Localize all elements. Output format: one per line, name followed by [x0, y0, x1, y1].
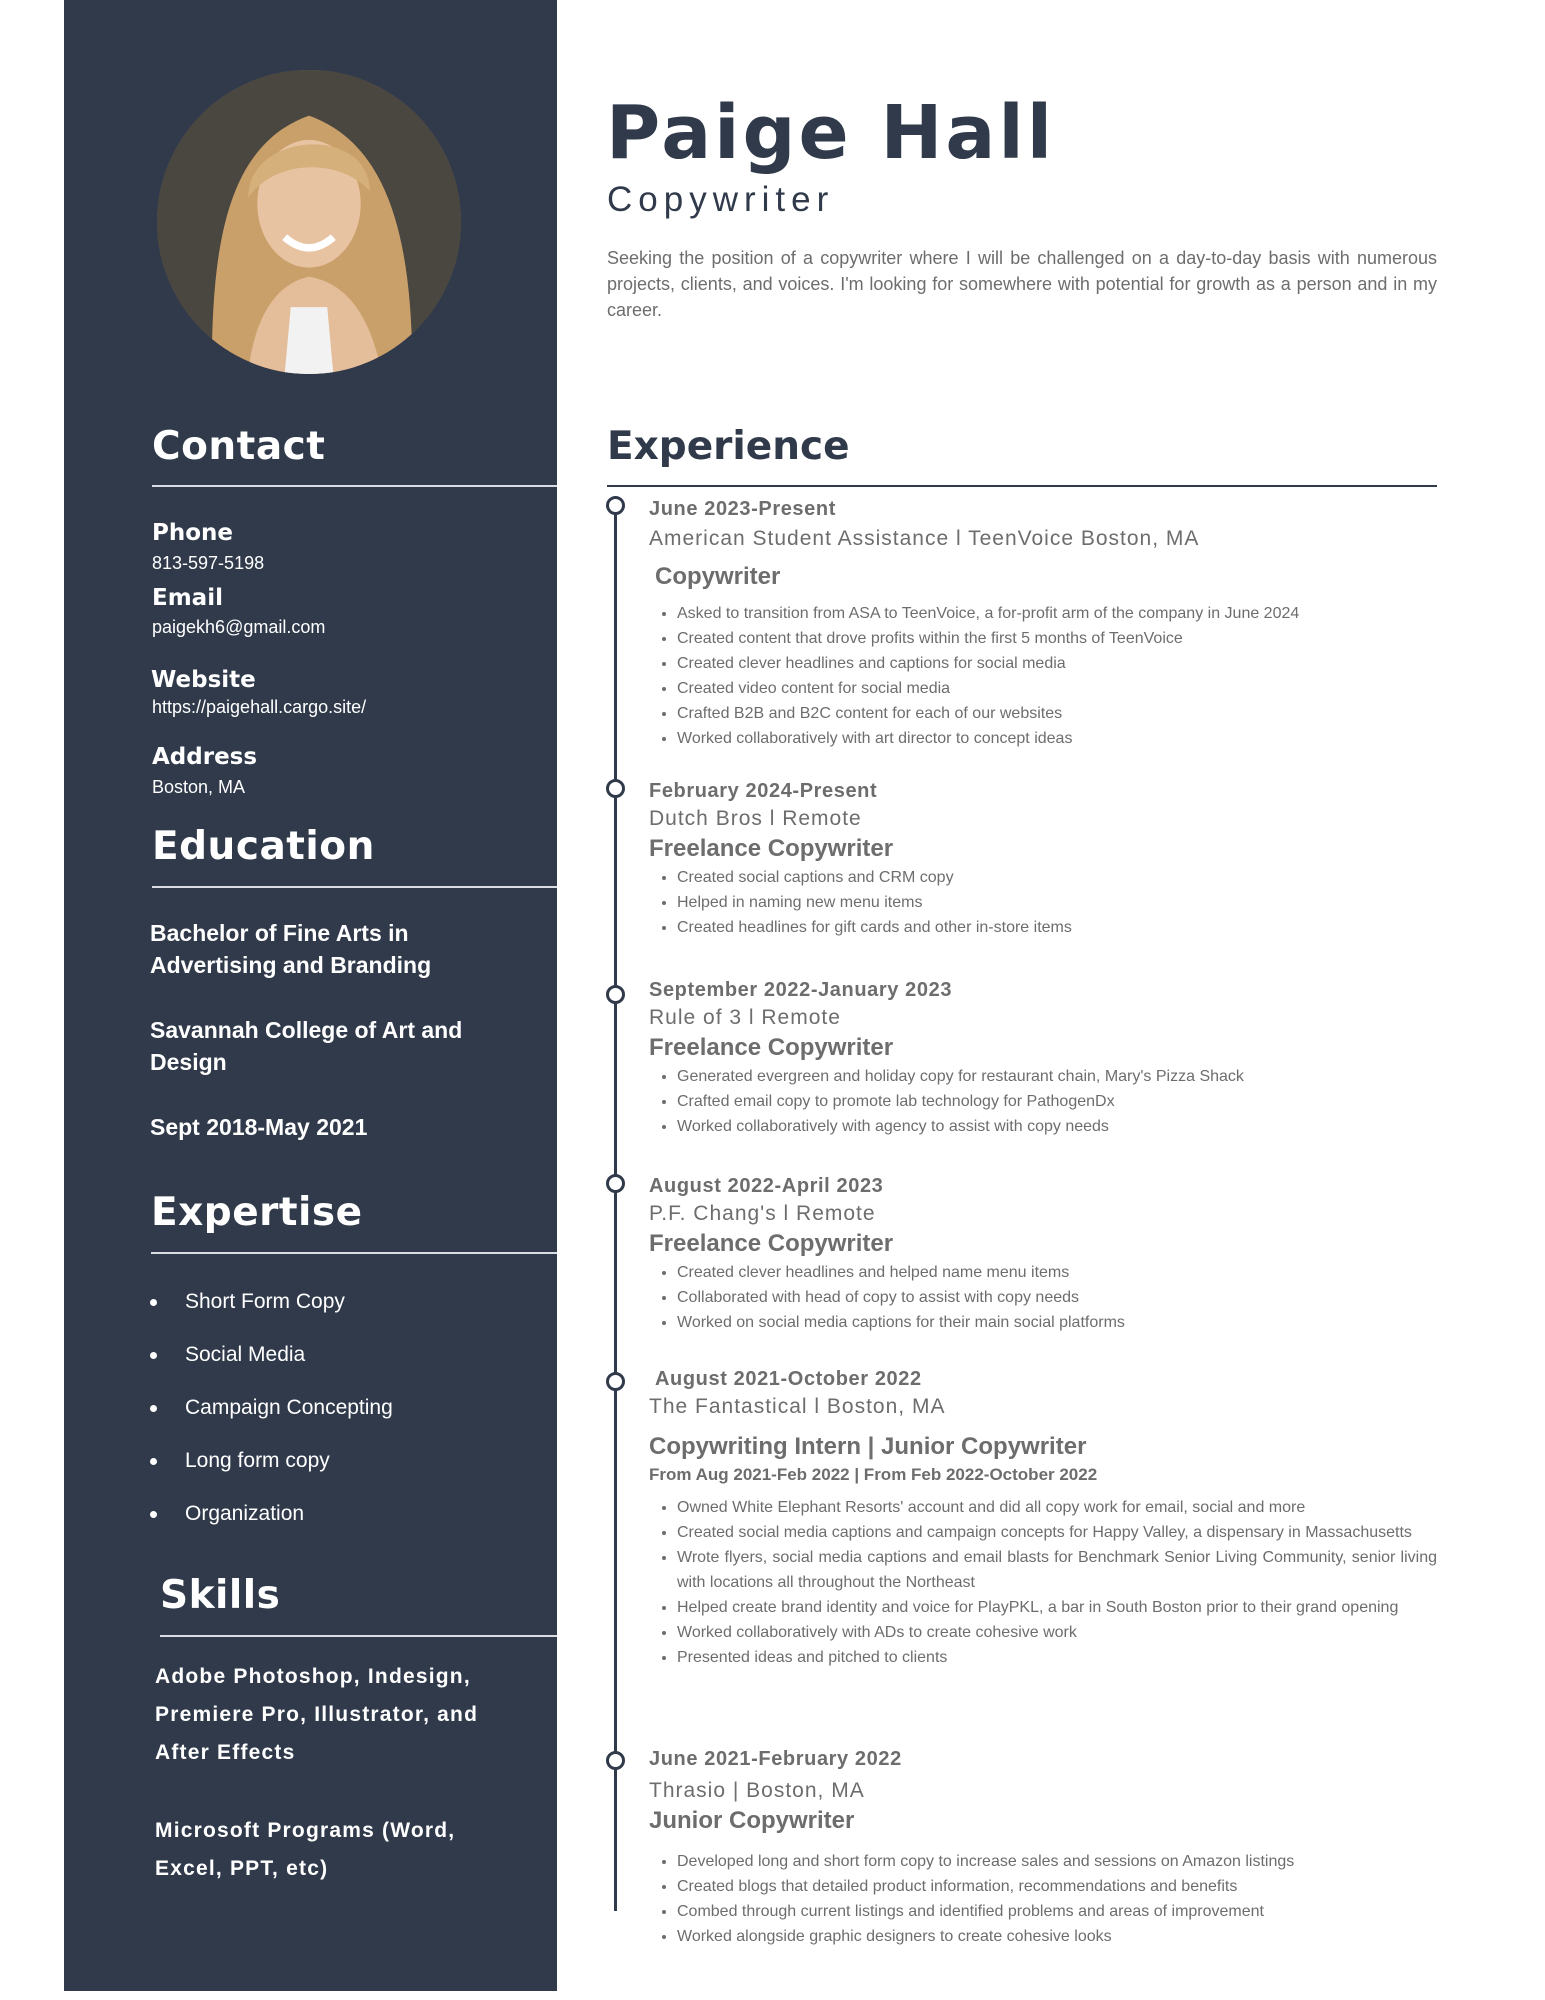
- job-bullets: [649, 601, 1437, 751]
- job-entry: [649, 498, 1437, 751]
- job-bullet: • Crafted B2B and B2C content for each of our websites: [677, 701, 1437, 726]
- job-entry: [649, 1748, 1437, 1949]
- job-bullet: • Owned White Elephant Resorts' account and did all copy work for email, social and more: [677, 1495, 1437, 1520]
- experience-heading: Experience: [607, 424, 850, 469]
- job-entry: [649, 1368, 1437, 1670]
- expertise-heading: Expertise: [151, 1190, 363, 1235]
- timeline-dot: [606, 985, 625, 1004]
- skills-heading: Skills: [160, 1573, 281, 1618]
- job-bullet: • Created content that drove profits within the first 5 months of TeenVoice: [677, 626, 1437, 651]
- job-entry: [649, 979, 1437, 1139]
- contact-divider: [152, 485, 557, 487]
- education-divider: [152, 886, 557, 888]
- job-date: February 2024-Present: [649, 780, 878, 802]
- job-bullet: • Worked collaboratively with art director to concept ideas: [677, 726, 1437, 751]
- portrait-image: [157, 70, 461, 374]
- job-bullet: • Created video content for social media: [677, 676, 1437, 701]
- expertise-item: Social Media: [140, 1336, 393, 1389]
- job-bullet: • Created blogs that detailed product information, recommendations and benefits: [677, 1874, 1437, 1899]
- education-dates: Sept 2018-May 2021: [150, 1114, 368, 1140]
- profile-photo: [157, 70, 461, 374]
- address-value: Boston, MA: [152, 777, 246, 797]
- timeline-dot: [606, 1372, 625, 1391]
- job-company: Rule of 3 l Remote: [649, 1006, 841, 1029]
- job-date: August 2022-April 2023: [649, 1175, 884, 1197]
- email-value[interactable]: paigekh6@gmail.com: [152, 617, 326, 637]
- job-bullet: • Wrote flyers, social media captions and email blasts for Benchmark Senior Living Community, senior living with locations all throughout the Northeast: [677, 1545, 1437, 1595]
- contact-heading: Contact: [152, 424, 326, 469]
- job-company: Dutch Bros l Remote: [649, 807, 862, 830]
- job-bullet: • Created social media captions and campaign concepts for Happy Valley, a dispensary in Massachusetts: [677, 1520, 1437, 1545]
- timeline-dot: [606, 496, 625, 515]
- job-bullet: • Worked on social media captions for their main social platforms: [677, 1310, 1437, 1335]
- job-role: Junior Copywriter: [649, 1807, 855, 1834]
- expertise-divider: [151, 1252, 557, 1254]
- summary-text: Seeking the position of a copywriter where I will be challenged on a day-to-day basis with numerous projects, clients, and voices. I'm looking for somewhere with potential for growth as a person and in my career.: [607, 248, 1437, 320]
- expertise-item: Short Form Copy: [140, 1283, 393, 1336]
- job-role: Freelance Copywriter: [649, 1230, 894, 1257]
- job-date: June 2021-February 2022: [649, 1748, 902, 1770]
- timeline-dot: [606, 779, 625, 798]
- job-bullets: [649, 1260, 1437, 1335]
- job-bullet: • Worked alongside graphic designers to create cohesive looks: [677, 1924, 1437, 1949]
- job-bullets: [649, 1849, 1437, 1949]
- job-bullet: • Created clever headlines and captions for social media: [677, 651, 1437, 676]
- job-bullet: • Combed through current listings and identified problems and areas of improvement: [677, 1899, 1437, 1924]
- timeline-dot: [606, 1174, 625, 1193]
- skills-software: Adobe Photoshop, Indesign, Premiere Pro, Illustrator, and After Effects: [155, 1665, 479, 1764]
- job-bullet: • Generated evergreen and holiday copy for restaurant chain, Mary's Pizza Shack: [677, 1064, 1437, 1089]
- job-bullet: • Helped create brand identity and voice for PlayPKL, a bar in South Boston prior to their grand opening: [677, 1595, 1437, 1620]
- job-date: August 2021-October 2022: [655, 1368, 922, 1390]
- job-role: Copywriter: [655, 563, 781, 590]
- job-company: The Fantastical l Boston, MA: [649, 1395, 946, 1418]
- job-subtitle: From Aug 2021-Feb 2022 | From Feb 2022-October 2022: [649, 1465, 1098, 1484]
- website-link[interactable]: https://paigehall.cargo.site/: [152, 697, 367, 717]
- skills-microsoft: Microsoft Programs (Word, Excel, PPT, etc): [155, 1819, 456, 1880]
- expertise-item: Campaign Concepting: [140, 1389, 393, 1442]
- education-heading: Education: [152, 824, 375, 869]
- job-bullet: • Created social captions and CRM copy: [677, 865, 1437, 890]
- job-company: P.F. Chang's l Remote: [649, 1202, 876, 1225]
- email-label: Email: [152, 585, 223, 611]
- phone-value[interactable]: 813-597-5198: [152, 553, 265, 573]
- candidate-title: Copywriter: [607, 180, 835, 219]
- expertise-item: Long form copy: [140, 1442, 393, 1495]
- job-entry: [649, 780, 1437, 940]
- experience-divider: [607, 485, 1437, 487]
- job-bullet: • Crafted email copy to promote lab technology for PathogenDx: [677, 1089, 1437, 1114]
- job-bullet: • Collaborated with head of copy to assist with copy needs: [677, 1285, 1437, 1310]
- job-bullet: • Created headlines for gift cards and other in-store items: [677, 915, 1437, 940]
- job-bullet: • Worked collaboratively with ADs to create cohesive work: [677, 1620, 1437, 1645]
- job-role: Freelance Copywriter: [649, 835, 894, 862]
- timeline-line: [614, 506, 617, 1911]
- job-bullet: • Worked collaboratively with agency to assist with copy needs: [677, 1114, 1437, 1139]
- website-label: Website: [151, 667, 256, 693]
- job-company: Thrasio | Boston, MA: [649, 1779, 865, 1802]
- expertise-list: [140, 1283, 393, 1548]
- job-bullet: • Created clever headlines and helped name menu items: [677, 1260, 1437, 1285]
- job-company: American Student Assistance l TeenVoice Boston, MA: [649, 527, 1200, 550]
- education-degree: Bachelor of Fine Arts in Advertising and Branding: [150, 920, 432, 978]
- job-role: Freelance Copywriter: [649, 1034, 894, 1061]
- job-bullet: • Helped in naming new menu items: [677, 890, 1437, 915]
- candidate-name: Paige Hall: [606, 90, 1056, 176]
- job-bullets: [649, 865, 1437, 940]
- job-date: September 2022-January 2023: [649, 979, 953, 1001]
- education-school: Savannah College of Art and Design: [150, 1017, 463, 1075]
- phone-label: Phone: [152, 520, 234, 546]
- timeline-dot: [606, 1751, 625, 1770]
- job-bullet: • Developed long and short form copy to increase sales and sessions on Amazon listings: [677, 1849, 1437, 1874]
- job-bullets: [649, 1495, 1437, 1670]
- job-role: Copywriting Intern | Junior Copywriter: [649, 1433, 1087, 1460]
- address-label: Address: [152, 744, 258, 770]
- job-bullets: [649, 1064, 1437, 1139]
- expertise-item: Organization: [140, 1495, 393, 1548]
- skills-divider: [160, 1635, 557, 1637]
- job-bullet: • Presented ideas and pitched to clients: [677, 1645, 1437, 1670]
- job-entry: [649, 1175, 1437, 1335]
- job-date: June 2023-Present: [649, 498, 836, 520]
- job-bullet: • Asked to transition from ASA to TeenVoice, a for-profit arm of the company in June 2024: [677, 601, 1437, 626]
